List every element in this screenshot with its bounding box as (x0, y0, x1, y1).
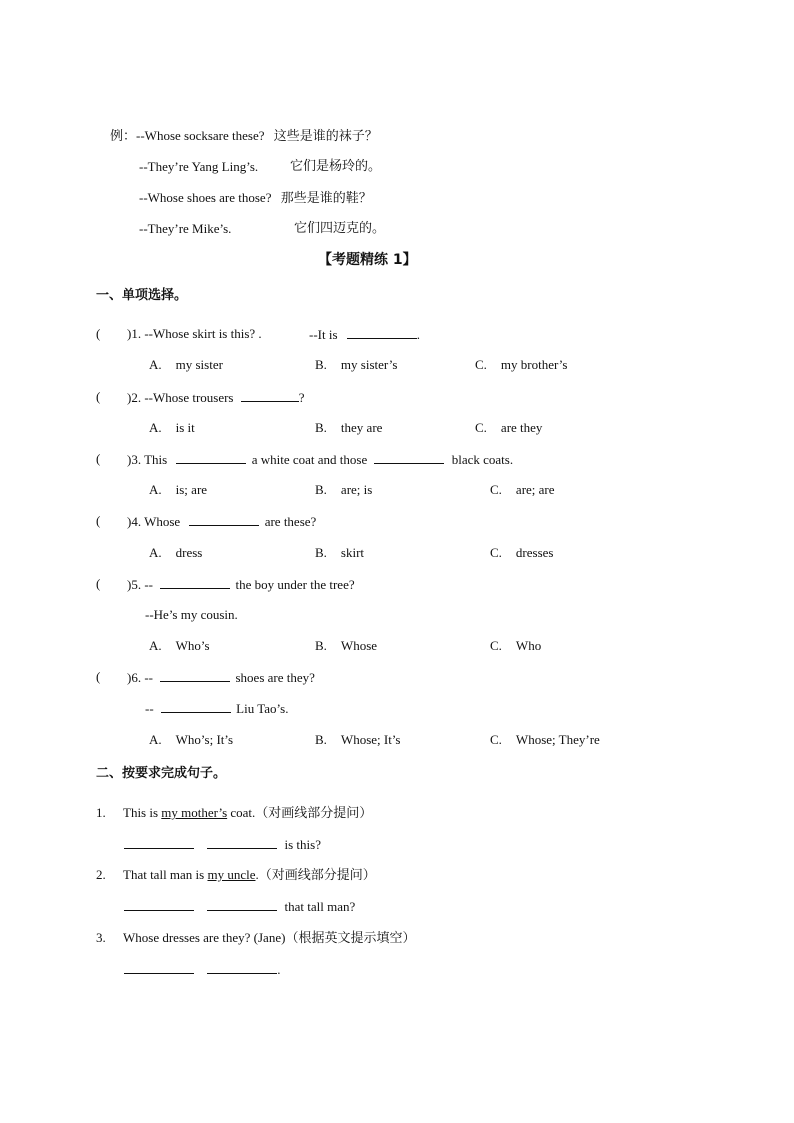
q6-option-a: A. Who’s; It’s (149, 732, 234, 747)
q1-stem: )1. --Whose skirt is this? . (127, 326, 262, 341)
q5-option-a: A. Who’s (149, 638, 210, 653)
example-line-3: --Whose shoes are those? 那些是谁的鞋？ (139, 190, 372, 206)
answer-blank[interactable] (189, 513, 259, 526)
answer-blank[interactable] (347, 326, 417, 339)
answer-blank[interactable] (124, 898, 194, 911)
example-line-1: 例：--Whose socksare these? 这些是谁的袜子？ (110, 128, 378, 144)
q2-option-a: A. is it (149, 420, 195, 435)
section2-title: 二、按要求完成句子。 (96, 766, 227, 781)
answer-blank[interactable] (241, 389, 299, 402)
q3-option-a: A. is; are (149, 482, 208, 497)
answer-blank[interactable] (374, 451, 444, 464)
answer-blank[interactable] (207, 836, 277, 849)
q3-option-b: B. are; is (315, 482, 373, 497)
q1-option-a: A. my sister (149, 357, 223, 372)
section2-item-2: 2. That tall man is my uncle.（对画线部分提问） (96, 867, 376, 883)
q4-option-c: C. dresses (490, 545, 554, 560)
example-line-2-zh: 它们是杨玲的。 (290, 159, 382, 174)
q1-stem-b: --It is . (309, 327, 421, 342)
q2-option-c: C. are they (475, 420, 543, 435)
section2-item-3-answer: . (124, 961, 281, 978)
answer-blank[interactable] (176, 451, 246, 464)
answer-blank[interactable] (124, 836, 194, 849)
q5-option-c: C. Who (490, 638, 542, 653)
answer-blank[interactable] (160, 576, 230, 589)
q2-paren: ( (96, 389, 101, 404)
section1-title: 一、单项选择。 (96, 288, 188, 303)
section2-item-1-answer: is this? (124, 836, 321, 853)
q5-stem: )5. -- the boy under the tree? (127, 577, 355, 592)
q4-option-b: B. skirt (315, 545, 365, 560)
q2-stem: )2. --Whose trousers ? (127, 390, 305, 405)
q6-option-c: C. Whose; They’re (490, 732, 600, 747)
section2-item-2-answer: that tall man? (124, 898, 355, 915)
q1-option-b: B. my sister’s (315, 357, 398, 372)
q4-stem: )4. Whose are these? (127, 514, 317, 529)
q5-option-b: B. Whose (315, 638, 378, 653)
section2-item-1: 1. This is my mother’s coat.（对画线部分提问） (96, 805, 373, 821)
q6-answer: -- Liu Tao’s. (145, 701, 289, 716)
q5-answer: --He’s my cousin. (145, 607, 238, 622)
answer-blank[interactable] (161, 700, 231, 713)
answer-blank[interactable] (207, 898, 277, 911)
q6-option-b: B. Whose; It’s (315, 732, 401, 747)
answer-blank[interactable] (207, 961, 277, 974)
q6-paren: ( (96, 669, 101, 684)
q4-option-a: A. dress (149, 545, 203, 560)
example-line-2: --They’re Yang Ling’s. (139, 159, 259, 174)
answer-blank[interactable] (160, 669, 230, 682)
q3-option-c: C. are; are (490, 482, 555, 497)
q2-option-b: B. they are (315, 420, 383, 435)
practice-title: 【考题精练 1】 (318, 252, 417, 268)
q3-paren: ( (96, 451, 101, 466)
q3-stem: )3. This a white coat and those black coats. (127, 452, 514, 467)
answer-blank[interactable] (124, 961, 194, 974)
q4-paren: ( (96, 513, 101, 528)
q6-stem: )6. -- shoes are they? (127, 670, 315, 685)
example-line-4-zh: 它们四迈克的。 (294, 221, 386, 236)
q1-paren: ( (96, 326, 101, 341)
q1-option-c: C. my brother’s (475, 357, 568, 372)
section2-item-3: 3. Whose dresses are they? (Jane)（根据英文提示填空） (96, 930, 416, 946)
example-line-4: --They’re Mike’s. (139, 221, 232, 236)
q5-paren: ( (96, 576, 101, 591)
